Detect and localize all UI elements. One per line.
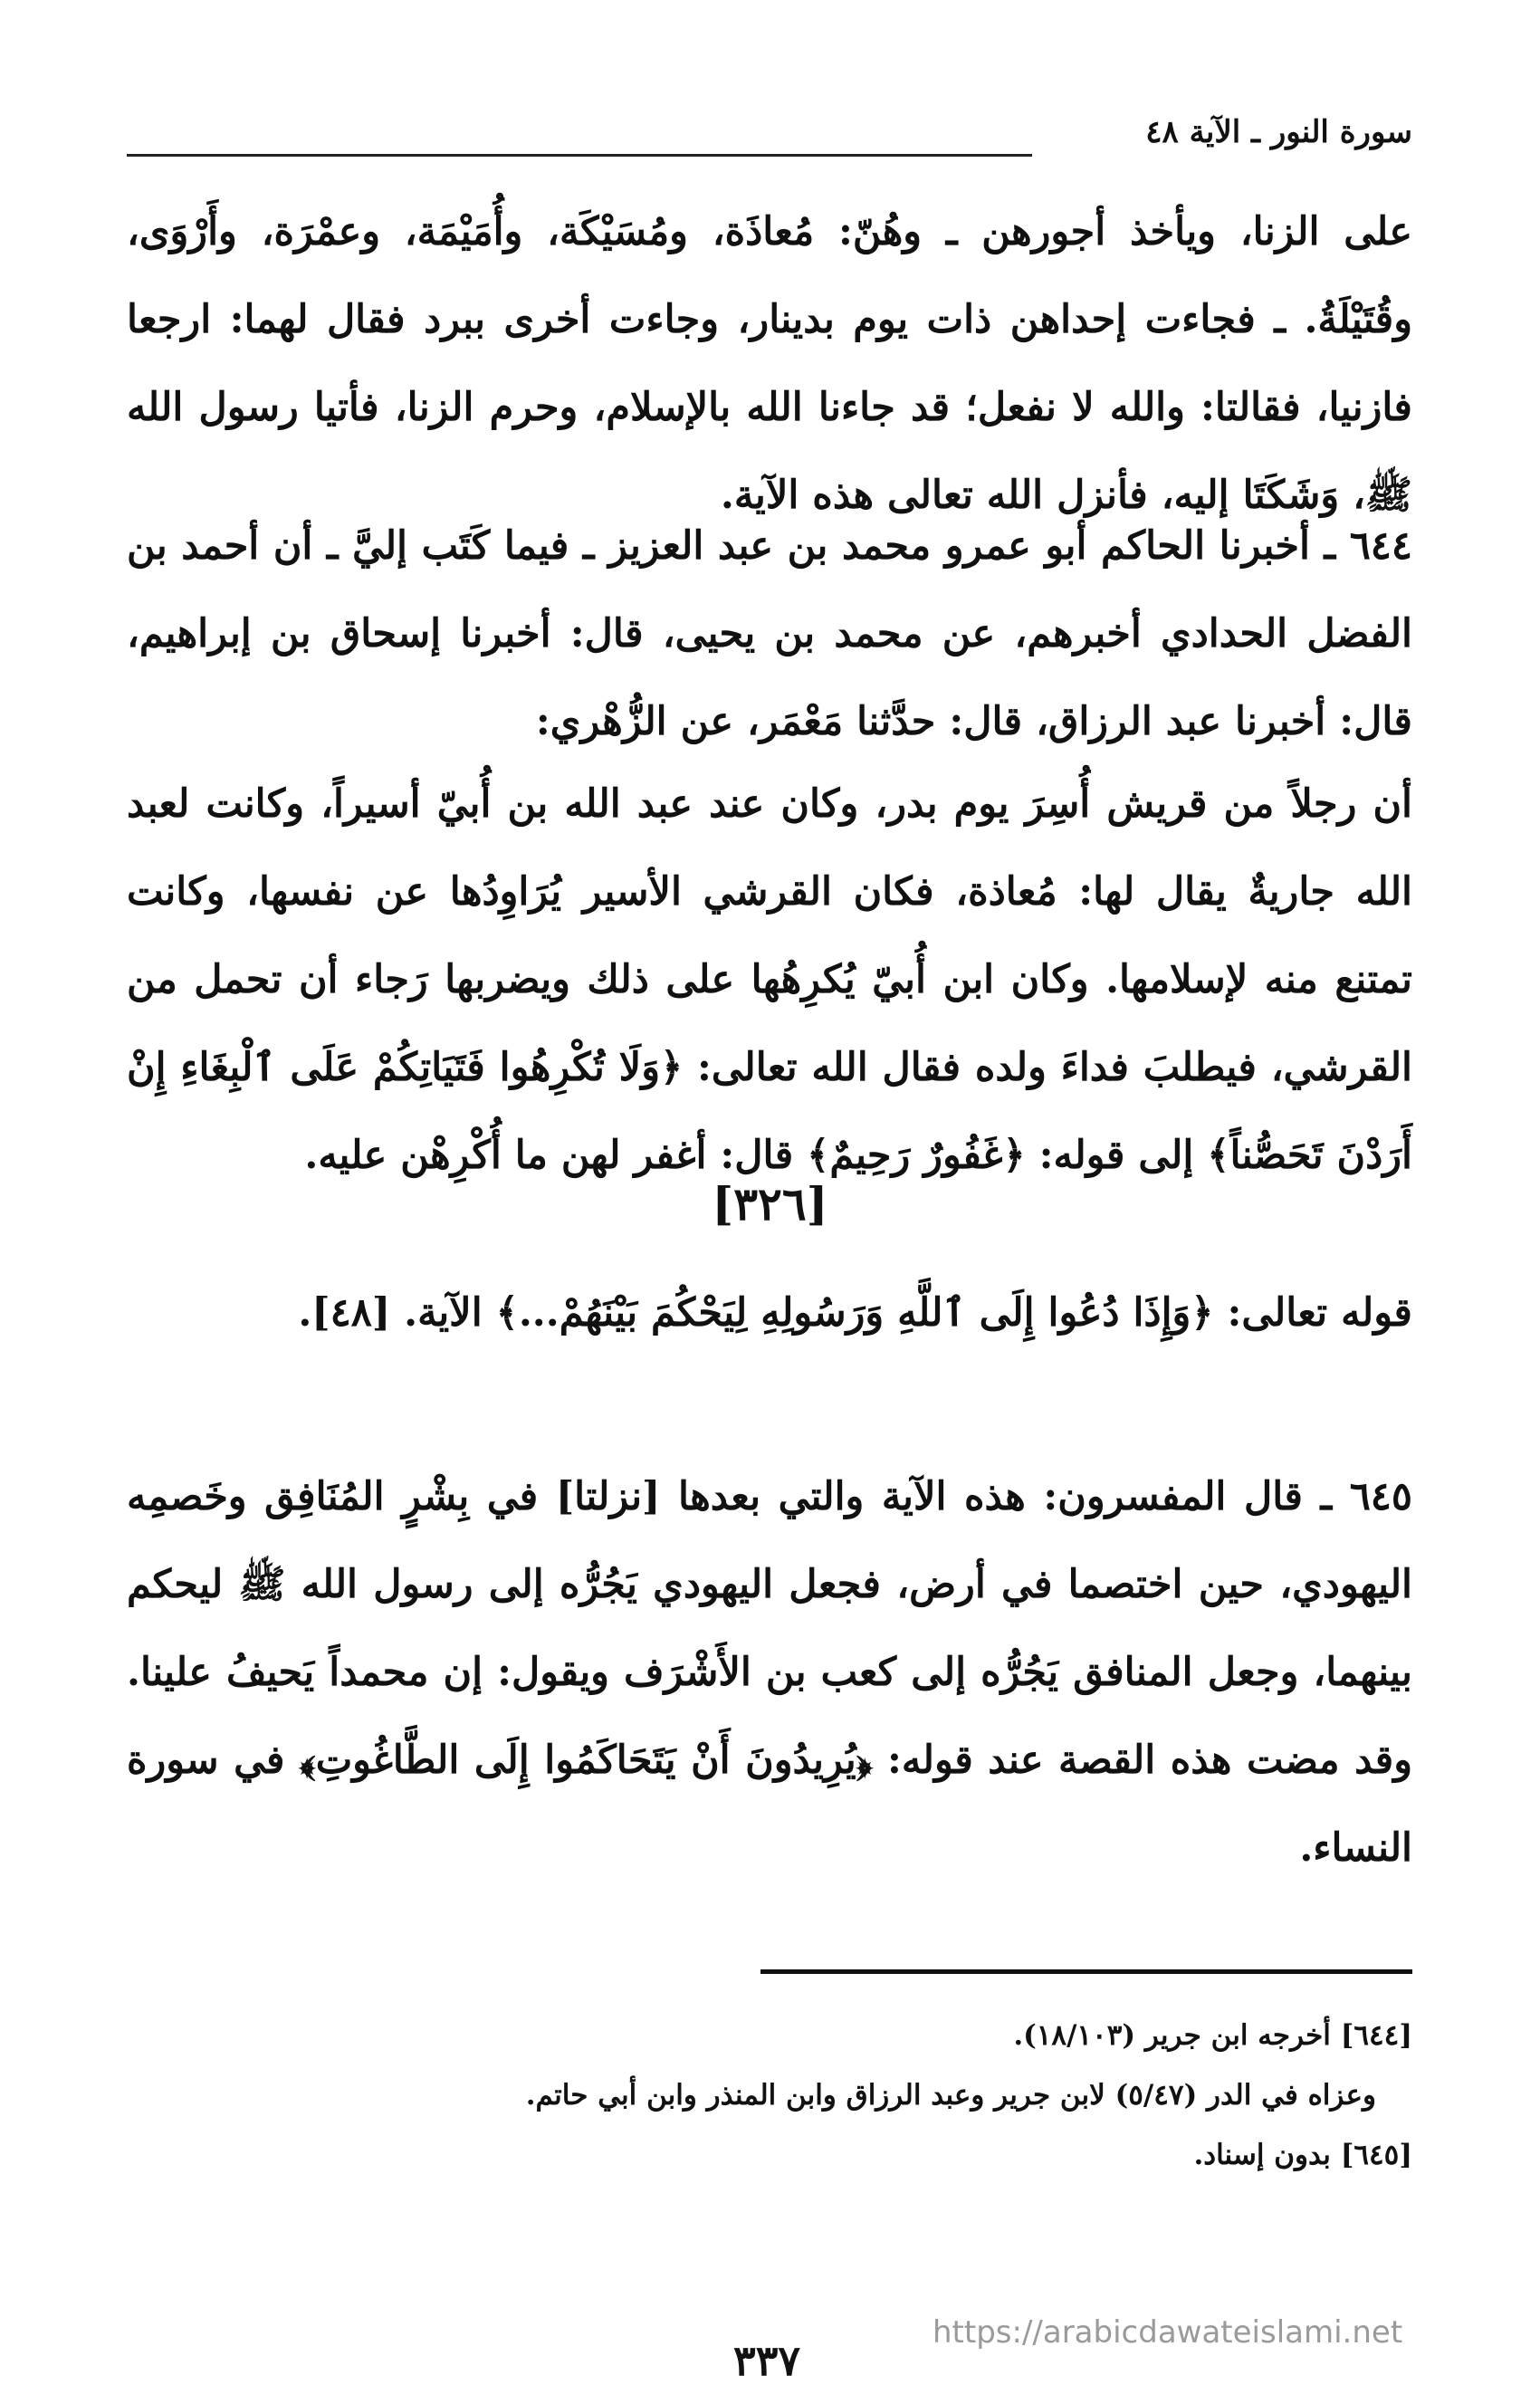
paragraph-narration — [127, 761, 1412, 1200]
paragraph-645-text: ٦٤٥ ـ قال المفسرون: هذه الآية والتي بعدها [نزلتا] في بِشْرٍ المُنَافِق وخَصمِه اليهودي، حين اختصما في أرض، فجعل اليهودي يَجُرُّه إلى رسول الله ﷺ ليحكم بينهما، وجعل المنافق يَجُرُّه إلى كعب بن الأَشْرَف ويقول: إن محمداً يَحيفُ علينا. وقد مضت هذه القصة عند قوله: — [127, 1474, 1412, 1783]
watermark-url: https://arabicdawateislami.net — [933, 2314, 1403, 2351]
narration-mid: إلى قوله: — [1038, 1133, 1194, 1178]
header-rule — [127, 154, 1032, 157]
footnotes — [127, 2006, 1412, 2185]
paragraph-1: على الزنا، ويأخذ أجورهن ـ وهُنّ: مُعاذَة، ومُسَيْكَة، وأُمَيْمَة، وعمْرَة، وأَرْوَى، وقُتَيْلَةُ. ـ فجاءت إحداهن ذات يوم بدينار، وجاءت أخرى ببرد فقال لهما: ارجعا فازنيا، فقالتا: والله لا نفعل؛ قد جاءنا الله بالإسلام، وحرم الزنا، فأتيا رسول الله ﷺ، وَشَكَتَا إليه، فأنزل الله تعالى هذه الآية. — [127, 209, 1412, 518]
narration-end: قال: أغفر لهن ما أُكْرِهْن عليه. — [304, 1133, 794, 1178]
footnote-645: [٦٤٥] بدون إسناد. — [1193, 2139, 1412, 2171]
page-number: ٣٣٧ — [733, 2336, 801, 2385]
paragraph-verse-heading — [127, 1269, 1412, 1357]
quran-verse-4: ﴿يُرِيدُونَ أَنْ يَتَحَاكَمُوا إِلَى الطَّاغُوتِ﴾ — [300, 1738, 873, 1783]
quran-verse-3: ﴿وَإِذَا دُعُوا إِلَى ٱللَّهِ وَرَسُولِهِ لِيَحْكُمَ بَيْنَهُمْ...﴾ — [495, 1290, 1214, 1336]
footnote-644-attribution: وعزاه في الدر (٥/٤٧) لابن جرير وعبد الرزاق وابن المنذر وابن أبي حاتم. — [525, 2079, 1376, 2112]
paragraph-644: ٦٤٤ ـ أخبرنا الحاكم أبو عمرو محمد بن عبد العزيز ـ فيما كَتَب إليَّ ـ أن أحمد بن الفضل الحدادي أخبرهم، عن محمد بن يحيى، قال: أخبرنا إسحاق بن إبراهيم، قال: أخبرنا عبد الرزاق، قال: حدَّثنا مَعْمَر، عن الزُّهْري: — [127, 523, 1412, 744]
footnote-rule — [760, 1969, 1412, 1974]
paragraph-645 — [127, 1453, 1412, 1892]
quran-verse-1: ﴿وَلَا تُكْرِهُوا فَتَيَاتِكُمْ عَلَى ٱلْبِغَاءِ إِنْ أَرَدْنَ تَحَصُّناً﴾ — [127, 1045, 1412, 1178]
verse-ref: الآية. [٤٨]. — [298, 1290, 483, 1336]
running-header — [127, 107, 1412, 161]
narration-text: أن رجلاً من قريش أُسِرَ يوم بدر، وكان عند عبد الله بن أُبيّ أسيراً، وكانت لعبد الله جاريةٌ يقال لها: مُعاذة، فكان القرشي الأسير يُرَاوِدُها عن نفسها، وكانت تمتنع منه لإسلامها. وكان ابن أُبيّ يُكرِهُها على ذلك ويضربها رَجاء أن تحمل من القرشي، فيطلبَ فداءَ ولده فقال الله تعالى: — [127, 781, 1412, 1090]
header-title: سورة النور ـ الآية ٤٨ — [1145, 114, 1412, 150]
footnote-644: [٦٤٤] أخرجه ابن جرير (١٨/١٠٣). — [1013, 2019, 1412, 2052]
quran-verse-2: ﴿غَفُورٌ رَحِيمٌ﴾ — [807, 1133, 1026, 1178]
verse-intro: قوله تعالى: — [1227, 1290, 1412, 1336]
section-number: [٣٢٦] — [712, 1177, 828, 1231]
paragraph-645-end: في سورة النساء. — [127, 1738, 1412, 1871]
